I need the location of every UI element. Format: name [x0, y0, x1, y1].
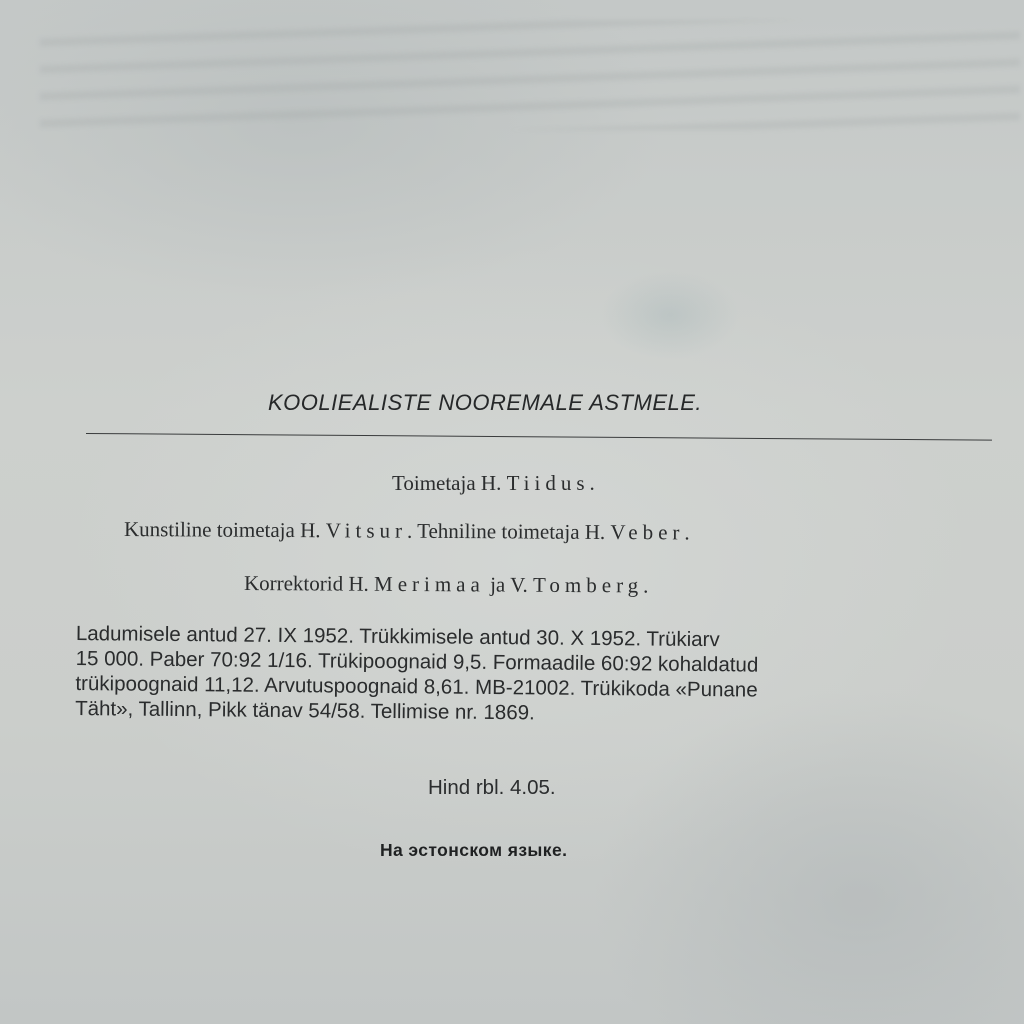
imprint-line: trükipoognaid 11,12. Arvutuspoognaid 8,61. MB-21002. Trükikoda «Punane	[75, 671, 758, 702]
imprint-paragraph	[75, 621, 1024, 730]
series-heading: KOOLIEALISTE NOOREMALE ASTMELE.	[268, 390, 703, 415]
language-note: На эстонском языке.	[380, 840, 568, 860]
price-line: Hind rbl. 4.05.	[428, 776, 556, 799]
imprint-line: Ladumisele antud 27. IX 1952. Trükkimisele antud 30. X 1952. Trükiarv	[75, 621, 720, 652]
editor-name: Tiidus	[506, 471, 590, 495]
art-editor-label: Kunstiline toimetaja H.	[123, 517, 326, 543]
proofreader-name-2: Tomberg	[533, 572, 644, 598]
bleed-through-text	[40, 20, 1020, 130]
proofreaders-line	[244, 571, 649, 598]
proofreaders-conjunction: ja V.	[484, 572, 534, 597]
editor-suffix: .	[589, 471, 595, 495]
proofreaders-label: Korrektorid H.	[243, 571, 375, 596]
technical-editor-label: . Tehniline toimetaja H.	[406, 518, 611, 544]
technical-editor-name: Veber	[610, 519, 685, 545]
art-technical-editors-line	[124, 517, 690, 545]
proofreaders-suffix: .	[643, 573, 649, 598]
paper-stain	[600, 270, 740, 360]
art-editor-name: Vitsur	[325, 518, 408, 543]
imprint-line: 15 000. Paber 70:92 1/16. Trükipoognaid 9,5. Formaadile 60:92 kohaldatud	[75, 646, 759, 677]
imprint-line: Täht», Tallinn, Pikk tänav 54/58. Tellimise nr. 1869.	[75, 696, 535, 725]
art-technical-suffix: .	[684, 520, 690, 545]
editor-line	[392, 471, 595, 496]
editor-label: Toimetaja H.	[392, 471, 507, 495]
proofreader-name-1: Merimaa	[373, 571, 485, 597]
horizontal-rule	[86, 433, 992, 441]
